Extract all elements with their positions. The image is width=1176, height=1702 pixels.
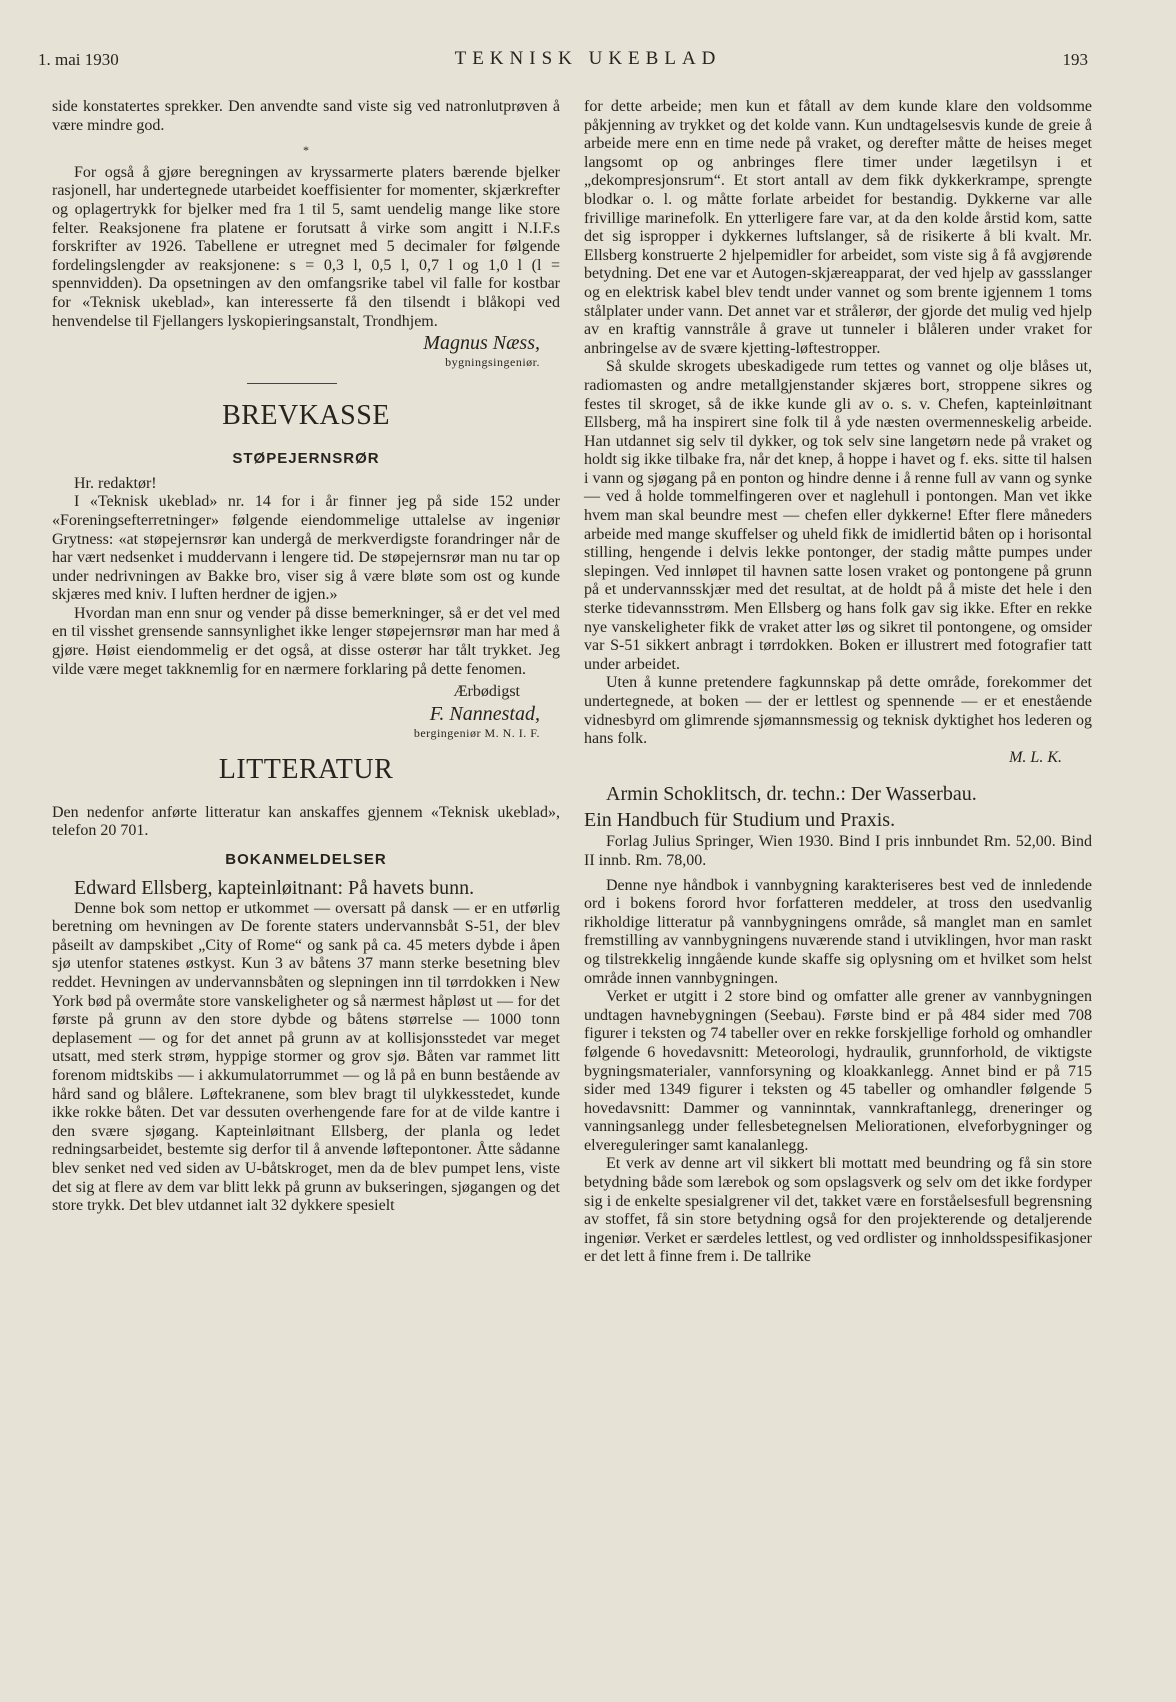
review-paragraph: Så skulde skrogets ubeskadigede rum tettes og vannet og olje blåses ut, radiomasten og andre metallgjenstander skjæres bort, stroppene sikres og festes til skroget, så de ikke kunde gli av o. s. v. Chefen, kapteinløitnant Ellsberg, må ha inspirert sine folk til å yde næsten overmenneskelig arbeide. Han utdannet sig selv til dykker, og tok selv sine langetørn nede på vraket og holdt sig ikke tilbake fra, når det knep, å hoppe i havet og f. eks. sitte til halsen i vann og sjøgang på en ponton og hindre denne i å renne full av vann og synke — ved å holde tommelfingeren over et naglehull i pontongen. Man vet ikke hvem man skal beundre mest — chefen eller dykkerne! Efter flere måneders arbeide med mange skuffelser og uheld fikk de imidlertid båten op i horisontal stilling, hengende i delvis lekke pontonger, der stadig måtte pumpes under slepingen. Ved innløpet til havnen satte losen vraket og pontongene på grunn på et undervannsskjær med det resultat, at de holdt på å miste det hele i den sterke tidevannsstrøm. Men Ellsberg og hans folk gav sig ikke. Efter en rekke nye vanskeligheter fikk de vraket atter løs og sikret til pontongene, og omsider var S-51 sikkert anbragt i tørrdokken. Boken er illustrert med fotografier tatt under arbeidet. — [584, 358, 1092, 673]
letter-author-title: bergingeniør M. N. I. F. — [413, 725, 540, 740]
review-paragraph: Denne bok som nettop er utkommet — oversatt på dansk — er en utførlig beretning om hevningen av De forente staters undervannsbåt S-51, der blev påseilt av dampskibet „City of Rome“ og sank på ca. 45 meters dybde i åpen sjø utenfor statenes østkyst. Kun 3 av båtens 37 mann sterke besetning blev reddet. Hevningen av undervannsbåten og slepningen inn til tørrdokken i New York bød på overmåte store vanskeligheter og så nærmest håpløst ut — for det første på grunn av den store dybde og båtens størrelse — 1000 tonn deplasement — og for det annet på grunn av at kollisjonsstedet var meget utsatt, med sterk strøm, hyppige stormer og grov sjø. Båten var rammet litt forenom midtskibs — i akkumulatorrummet — og lå på en bunn bestående av hård sand og blålere. Løftekranene, som blev bragt til ulykkesstedet, kunde ikke rokke båten. Det var dessuten overhengende fare for at de vilde kantre i den svære sjøgang. Kapteinløitnant Ellsberg, der planla og ledet redningsarbeidet, bestemte sig derfor til å anvende løftepontoner. Åtte sådanne blev senket ned ved siden av U-båtskroget, men da de blev pumpet lens, viste det sig at flere av dem var blitt lekk på grunn av bukseringen, sjøgangen og det store trykk. Det blev utdannet ialt 32 dykkere spesielt — [52, 899, 560, 1215]
page-number: 193 — [1062, 50, 1088, 69]
letter-salutation: Hr. redaktør! — [74, 474, 157, 492]
letter-paragraph: Hvordan man enn snur og vender på disse bemerkninger, så er det vel med en til visshet grensende sannsynlighet ikke lenger støpejernsrør man har med å gjøre. Høist eiendommelig er det også, at disse osterør har tålt trykket. Jeg vilde være meget takknemlig for en nærmere forklaring på dette fenomen. — [52, 604, 560, 678]
book-subtitle: Ein Handbuch für Studium und Praxis. — [584, 809, 896, 832]
author-name: Magnus Næss, — [423, 332, 540, 355]
bokanmeldelser-heading: BOKANMELDELSER — [225, 851, 387, 869]
spacer — [584, 767, 1092, 781]
letter-author-name: F. Nannestad, — [429, 702, 540, 725]
review-paragraph: Verket er utgitt i 2 store bind og omfatter alle grener av vannbygningen undtagen havnebygningen (Seebau). Første bind er på 484 sider med 708 figurer i teksten og 74 tabeller over en rekke forskjellige forhold og omhandler følgende 6 hovedavsnitt: Meteorologi, hydraulik, grunnforhold, de viktigste bygningsmaterialer, vannforsyning og kloakkanlegg. Annet bind er på 715 sider med 1349 figurer i teksten og 45 tabeller og omhandler følgende 5 hovedavsnitt: Dammer og vanninntak, vannkraftanlegg, dreneringer og vanningsanlegg under fellesbetegnelsen Meliorationen, elveforbygninger og elvereguleringer samt kanalanlegg. — [584, 988, 1092, 1154]
review-signature: M. L. K. — [1009, 748, 1062, 766]
review-paragraph: Et verk av denne art vil sikkert bli mottatt med beundring og få sin store betydning både som lærebok og som opslagsverk og selv om det ikke fordyper sig i de enkelte spesialgrener vil det, takket være en forståelsesfull begrensning av stoffet, få sin store betydning også for den projekterende og detaljerende ingeniør. Verket er særdeles lettlest, og ved ordlister og innholdsspesifikasjoner er det lett å finne frem i. De tallrike — [584, 1155, 1092, 1266]
letter-paragraph: I «Teknisk ukeblad» nr. 14 for i år finner jeg på side 152 under «Foreningsefterretninger» følgende eiendommelige uttalelse av ingeniør Grytness: «at støpejernsrør kan undergå de merkverdigste forandringer når de har vært nedsenket i muddervann i lengere tid. De støpejernsrør man nu tar op under nedrivningen av Bakke bro, viser sig å være bløte som ost og kunde skjæres med kniv. I luften herdner de igjen.» — [52, 493, 560, 604]
book-publisher: Forlag Julius Springer, Wien 1930. Bind I pris innbundet Rm. 52,00. Bind II innb. Rm. 78,00. — [584, 833, 1092, 869]
litteratur-intro: Den nedenfor anførte litteratur kan anskaffes gjennem «Teknisk ukeblad», telefon 20 701. — [52, 803, 560, 840]
review-paragraph: Uten å kunne pretendere fagkunnskap på dette område, forekommer det undertegnede, at boken — der er lettlest og spennende — er et enestående vidnesbyrd om glimrende sjømannsmessig og teknisk dyktighet hos lederen og hans folk. — [584, 674, 1092, 748]
section-separator: * — [303, 143, 309, 158]
letter-signature — [52, 683, 560, 740]
book-title: Edward Ellsberg, kapteinløitnant: På havets bunn. — [74, 876, 475, 899]
journal-title: TEKNISK UKEBLAD — [454, 48, 722, 69]
book-title: Armin Schoklitsch, dr. techn.: Der Wasserbau. — [606, 783, 977, 806]
author-title: bygningsingeniør. — [445, 355, 540, 370]
review-paragraph: Denne nye håndbok i vannbygning karakteriseres best ved de innledende ord i bokens forord hvor forfatteren meddeler, at tross den usedvanlig rikholdige litteratur på vannbygningens område, så manglet man en samlet fremstilling av vannbygningens nuværende stand i utviklingen, hvor man raskt og tilstrekkelig inngående kunde skaffe sig oplysning om et hvilket som helst område innen vannbygningen. — [584, 876, 1092, 987]
issue-date: 1. mai 1930 — [38, 50, 119, 69]
letter-subheading: STØPEJERNSRØR — [232, 450, 380, 468]
article-paragraph: For også å gjøre beregningen av kryssarmerte platers bærende bjelker rasjonell, har undertegnede utarbeidet koeffisienter for momenter, skjærkrefter og oplagertrykk for bjelker med fra 1 til 5, samt uendelig mange like store felter. Reaksjonene fra platene er forutsatt å virke som angitt i N.I.F.s forskrifter av 1926. Tabellene er utregnet med 5 decimaler for følgende fordelingslengder av reaksjonene: s = 0,3 l, 0,5 l, 0,7 l og 1,0 l (l = spennvidden). Da opsetningen av den omfangsrike tabel vil falle for kostbar for «Teknisk ukeblad», kan interesserte få den tilsendt i blåkopi ved henvendelse til Fjellangers lyskopieringsanstalt, Trondhjem. — [52, 163, 560, 330]
author-signature — [52, 331, 560, 369]
letter-closing: Ærbødigst — [453, 683, 520, 701]
litteratur-heading: LITTERATUR — [218, 753, 394, 785]
review-paragraph: for dette arbeide; men kun et fåtall av dem kunde klare den voldsomme påkjenning av trykket og det kolde vann. Kun undtagelsesvis kunde de greie å arbeide mere enn en time nede på vraket, og derefter måtte de heises meget langsomt op og anbringes flere timer under lægetilsyn i et „dekompresjonsrum“. Et stort antall av dem fikk dykkerkrampe, sprengte blodkar o. l. og måtte forlate arbeidet for bestandig. Dykkerne var alle frivillige marinefolk. En ytterligere fare var, at da den kolde årstid kom, satte det sig ispropper i dykkernes luftslanger, så de risikerte å bli kvalt. Mr. Ellsberg konstruerte 2 hjelpemidler for arbeidet, som viste sig å få avgjørende betydning. Det ene var et Autogen-skjæreapparat, der ved hjelp av gassslanger og en elektrisk kabel blev tendt under vannet og som brente igjennem 1 toms stålplater under vann. Det annet var et strålerør, der gjorde det mulig ved hjelp av en kraftig vannstråle å grave ut tunneler i blåleren under vraket for anbringelse av de svære kjetting-løftestropper. — [584, 98, 1092, 357]
brevkasse-heading: BREVKASSE — [222, 400, 390, 432]
right-column — [584, 98, 1092, 1267]
left-column — [52, 98, 560, 1216]
article-ending: side konstatertes sprekker. Den anvendte sand viste sig ved natronlutprøven å være mindre god. — [52, 98, 560, 134]
divider — [247, 383, 337, 384]
